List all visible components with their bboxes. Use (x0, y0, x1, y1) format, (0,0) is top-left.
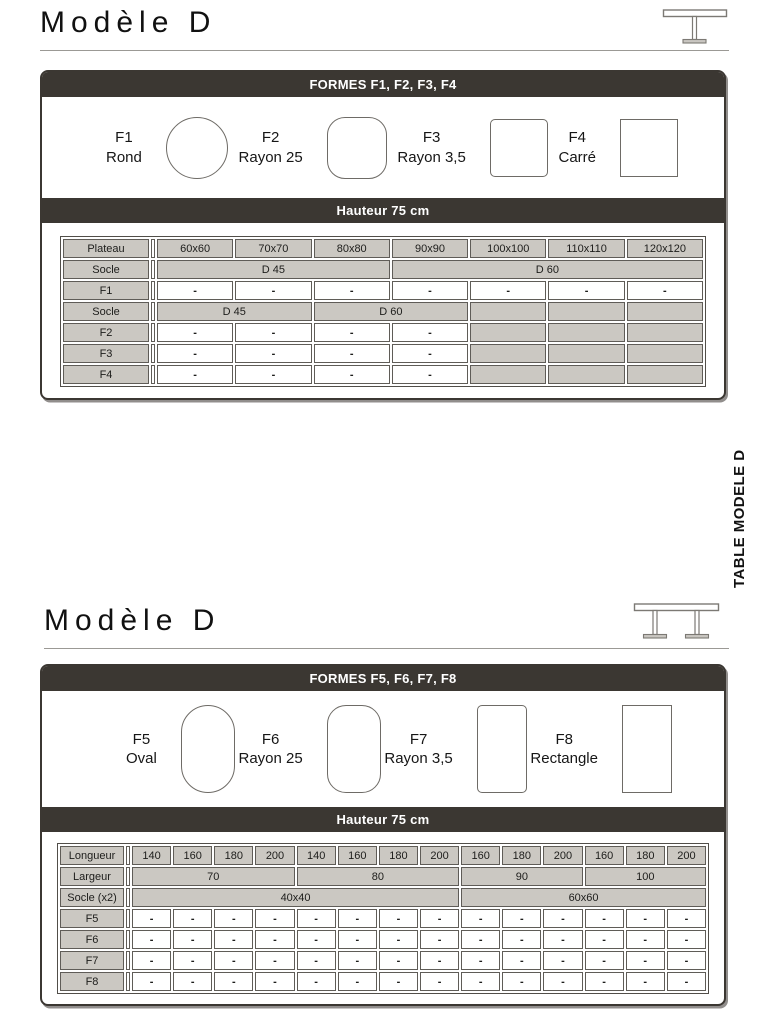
formes-f1-f4-panel (40, 70, 726, 400)
shape-group-f7 (384, 705, 526, 793)
cell-data: - (235, 365, 311, 384)
cell-data: - (314, 281, 390, 300)
cell-data: - (502, 951, 541, 970)
table-row (60, 846, 706, 865)
column-gap-spacer (151, 260, 155, 279)
shape-code: F1 (115, 129, 133, 146)
cell-head: D 45 (157, 302, 312, 321)
shape-code: F3 (422, 129, 441, 146)
table-row (60, 888, 706, 907)
table-row (60, 972, 706, 991)
cell-label: Socle (x2) (60, 888, 124, 907)
cell-data: - (157, 365, 233, 384)
section1-title: Modèle D (40, 6, 217, 39)
cell-data: - (214, 972, 253, 991)
spec-table (60, 236, 706, 387)
cell-data: - (157, 323, 233, 342)
shape-name: Rayon 25 (238, 750, 303, 767)
cell-data: - (314, 323, 390, 342)
cell-data: - (543, 909, 582, 928)
cell-label: F1 (63, 281, 149, 300)
cell-empty (470, 323, 546, 342)
cell-data: - (297, 909, 336, 928)
shape-label (239, 730, 303, 769)
cell-empty (627, 344, 703, 363)
formes-f5-f8-panel (40, 664, 726, 1006)
cell-data: - (297, 972, 336, 991)
shape-group-f4 (558, 119, 678, 177)
cell-data: - (585, 930, 624, 949)
cell-data: - (461, 930, 500, 949)
cell-data: - (157, 344, 233, 363)
cell-data: - (461, 972, 500, 991)
shape-code: F2 (261, 129, 280, 146)
cell-data: - (548, 281, 624, 300)
cell-empty (548, 344, 624, 363)
side-vertical-label: TABLE MODELE D (731, 449, 748, 589)
shape-group-f6 (239, 705, 381, 793)
cell-data: - (461, 951, 500, 970)
column-gap-spacer (126, 951, 130, 970)
cell-data: - (667, 909, 706, 928)
cell-data: - (626, 972, 665, 991)
cell-head: 70 (132, 867, 295, 886)
cell-data: - (392, 365, 468, 384)
shape-label (239, 128, 303, 167)
cell-label: Socle (63, 302, 149, 321)
cell-empty (548, 323, 624, 342)
cell-head: 180 (502, 846, 541, 865)
cell-head: 60x60 (157, 239, 233, 258)
cell-head: 160 (173, 846, 212, 865)
cell-data: - (626, 951, 665, 970)
cell-data: - (214, 909, 253, 928)
column-gap-spacer (151, 239, 155, 258)
cell-head: 180 (379, 846, 418, 865)
cell-data: - (173, 909, 212, 928)
hauteur-band-1: Hauteur 75 cm (42, 198, 724, 223)
shape-label (384, 730, 452, 769)
cell-data: - (543, 972, 582, 991)
rounded-rect-r25-icon (327, 705, 381, 793)
cell-data: - (338, 972, 377, 991)
cell-empty (470, 344, 546, 363)
cell-data: - (255, 972, 294, 991)
cell-head: 60x60 (461, 888, 706, 907)
cell-empty (627, 365, 703, 384)
shape-label (397, 128, 465, 167)
shape-name: Rayon 3,5 (397, 148, 466, 166)
circle-shape-icon (166, 117, 228, 179)
cell-data: - (543, 930, 582, 949)
cell-data: - (255, 951, 294, 970)
cell-data: - (235, 344, 311, 363)
cell-data: - (132, 951, 171, 970)
cell-data: - (214, 951, 253, 970)
column-gap-spacer (126, 846, 130, 865)
cell-label: F6 (60, 930, 124, 949)
title-underline (40, 50, 729, 51)
cell-data: - (214, 930, 253, 949)
square-shape-icon (620, 119, 678, 177)
cell-data: - (667, 930, 706, 949)
cell-data: - (627, 281, 703, 300)
shape-code: F8 (555, 730, 573, 748)
cell-head: 180 (214, 846, 253, 865)
spec-table (57, 843, 709, 994)
cell-data: - (420, 909, 459, 928)
cell-data: - (585, 972, 624, 991)
cell-label: Longueur (60, 846, 124, 865)
column-gap-spacer (126, 972, 130, 991)
title-underline (44, 648, 729, 649)
cell-head: 100x100 (470, 239, 546, 258)
cell-empty (627, 323, 703, 342)
cell-data: - (392, 323, 468, 342)
shape-name: Oval (126, 750, 157, 767)
cell-data: - (626, 909, 665, 928)
shape-label (558, 128, 596, 167)
cell-data: - (502, 930, 541, 949)
cell-head: 80x80 (314, 239, 390, 258)
shape-name: Rayon 25 (238, 148, 303, 166)
cell-head: 200 (420, 846, 459, 865)
table-row (63, 281, 703, 300)
cell-empty (548, 365, 624, 384)
cell-empty (627, 302, 703, 321)
section2-title: Modèle D (44, 604, 221, 637)
cell-data: - (379, 951, 418, 970)
oval-shape-icon (181, 705, 235, 793)
cell-data: - (461, 909, 500, 928)
cell-label: Largeur (60, 867, 124, 886)
cell-head: 120x120 (627, 239, 703, 258)
shape-name: Carré (558, 148, 596, 166)
cell-data: - (379, 909, 418, 928)
shape-label (530, 730, 598, 769)
cell-head: 90x90 (392, 239, 468, 258)
table-row (63, 344, 703, 363)
cell-data: - (314, 344, 390, 363)
cell-data: - (132, 930, 171, 949)
shape-label (126, 730, 157, 769)
table-row (60, 909, 706, 928)
cell-head: 160 (585, 846, 624, 865)
shape-group-f2 (239, 117, 387, 179)
cell-data: - (173, 930, 212, 949)
cell-data: - (502, 972, 541, 991)
cell-label: F8 (60, 972, 124, 991)
sizes-table-f1-f4 (42, 223, 724, 398)
formes-f5-f8-band: FORMES F5, F6, F7, F8 (42, 666, 724, 691)
rectangle-shape-icon (622, 705, 672, 793)
column-gap-spacer (151, 323, 155, 342)
rounded-square-r35-icon (490, 119, 548, 177)
shapes-row-f5-f8 (42, 691, 724, 807)
table-row (60, 930, 706, 949)
cell-data: - (420, 972, 459, 991)
cell-empty (548, 302, 624, 321)
cell-data: - (626, 930, 665, 949)
cell-head: 80 (297, 867, 460, 886)
cell-label: F2 (63, 323, 149, 342)
shape-group-f1 (106, 117, 228, 179)
shape-code: F4 (568, 129, 586, 146)
cell-label: F7 (60, 951, 124, 970)
cell-data: - (297, 930, 336, 949)
cell-data: - (392, 281, 468, 300)
cell-data: - (392, 344, 468, 363)
cell-data: - (543, 951, 582, 970)
cell-data: - (585, 909, 624, 928)
formes-f1-f4-band: FORMES F1, F2, F3, F4 (42, 72, 724, 97)
cell-head: 100 (585, 867, 706, 886)
table-row (60, 951, 706, 970)
shape-name: Rayon 3,5 (384, 750, 453, 767)
cell-data: - (667, 951, 706, 970)
cell-data: - (585, 951, 624, 970)
shape-group-f5 (126, 705, 235, 793)
cell-data: - (470, 281, 546, 300)
cell-head: 200 (667, 846, 706, 865)
cell-data: - (667, 972, 706, 991)
cell-head: 160 (461, 846, 500, 865)
shape-label (106, 128, 142, 167)
cell-head: 70x70 (235, 239, 311, 258)
cell-data: - (235, 323, 311, 342)
cell-data: - (379, 972, 418, 991)
cell-head: 180 (626, 846, 665, 865)
cell-head: D 60 (392, 260, 703, 279)
table-row (60, 867, 706, 886)
shape-name: Rond (106, 148, 142, 166)
column-gap-spacer (151, 365, 155, 384)
rounded-rect-r35-icon (477, 705, 527, 793)
column-gap-spacer (126, 867, 130, 886)
table-row (63, 323, 703, 342)
cell-data: - (255, 930, 294, 949)
double-pedestal-table-icon (633, 600, 721, 645)
table-row (63, 302, 703, 321)
column-gap-spacer (126, 888, 130, 907)
cell-empty (470, 365, 546, 384)
cell-data: - (314, 365, 390, 384)
shape-code: F6 (261, 730, 280, 748)
cell-data: - (255, 909, 294, 928)
rounded-square-r25-icon (327, 117, 387, 179)
cell-data: - (132, 972, 171, 991)
hauteur-band-2: Hauteur 75 cm (42, 807, 724, 832)
cell-label: Socle (63, 260, 149, 279)
shape-code: F7 (409, 730, 428, 748)
single-pedestal-table-icon (662, 7, 730, 49)
shape-code: F5 (132, 730, 151, 748)
cell-data: - (338, 909, 377, 928)
cell-label: Plateau (63, 239, 149, 258)
column-gap-spacer (126, 930, 130, 949)
cell-data: - (157, 281, 233, 300)
cell-head: 140 (132, 846, 171, 865)
cell-data: - (132, 909, 171, 928)
cell-head: 90 (461, 867, 582, 886)
cell-head: 140 (297, 846, 336, 865)
cell-data: - (297, 951, 336, 970)
cell-data: - (338, 930, 377, 949)
shape-group-f8 (530, 705, 672, 793)
cell-data: - (173, 951, 212, 970)
shape-name: Rectangle (530, 750, 598, 767)
cell-data: - (502, 909, 541, 928)
cell-data: - (235, 281, 311, 300)
cell-label: F5 (60, 909, 124, 928)
column-gap-spacer (151, 302, 155, 321)
cell-empty (470, 302, 546, 321)
table-row (63, 260, 703, 279)
cell-data: - (379, 930, 418, 949)
table-row (63, 239, 703, 258)
cell-head: D 60 (314, 302, 469, 321)
cell-data: - (338, 951, 377, 970)
cell-data: - (420, 930, 459, 949)
cell-label: F3 (63, 344, 149, 363)
cell-head: D 45 (157, 260, 390, 279)
cell-head: 200 (543, 846, 582, 865)
table-row (63, 365, 703, 384)
column-gap-spacer (126, 909, 130, 928)
cell-label: F4 (63, 365, 149, 384)
cell-data: - (173, 972, 212, 991)
cell-data: - (420, 951, 459, 970)
column-gap-spacer (151, 344, 155, 363)
cell-head: 200 (255, 846, 294, 865)
cell-head: 160 (338, 846, 377, 865)
shape-group-f3 (397, 119, 547, 177)
cell-head: 40x40 (132, 888, 459, 907)
shapes-row-f1-f4 (42, 97, 724, 198)
sizes-table-f5-f8 (42, 832, 724, 1004)
cell-head: 110x110 (548, 239, 624, 258)
column-gap-spacer (151, 281, 155, 300)
